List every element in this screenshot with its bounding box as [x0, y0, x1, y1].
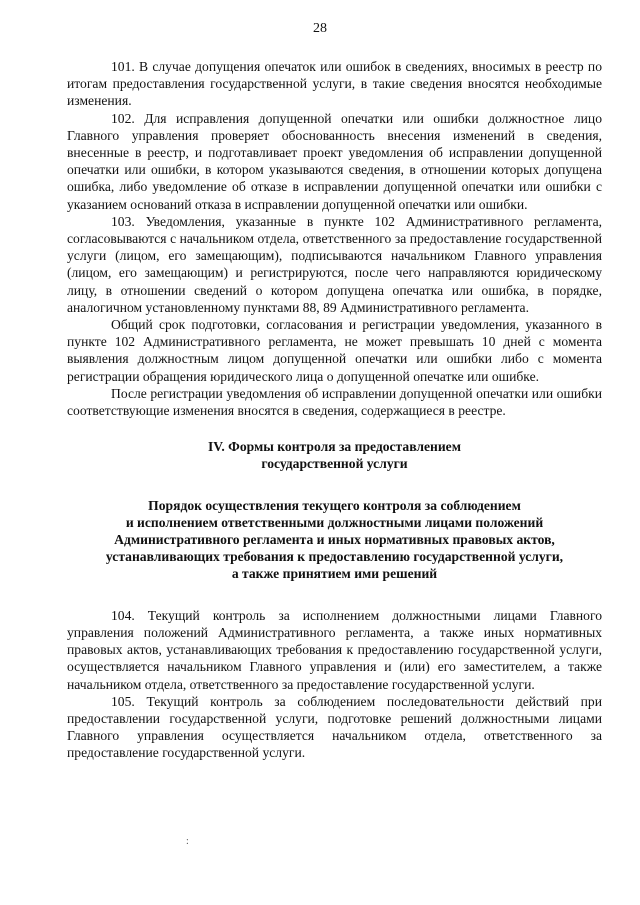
subsection-title-line-1: Порядок осуществления текущего контроля за соблюдением	[148, 497, 521, 513]
subsection-title-line-3: Административного регламента и иных нормативных правовых актов,	[114, 532, 555, 548]
subsection-title-line-5: а также принятием ими решений	[231, 566, 438, 582]
section-iv-body	[67, 607, 602, 762]
paragraph-105: 105. Текущий контроль за соблюдением последовательности действий при предоставлении государственной услуги, подготовке решений должностными лицами Главного управления осуществляется начальником отдела, ответственного за предоставление государственной услуги.	[67, 693, 602, 761]
page-content	[67, 58, 602, 762]
section-title-line-2: государственной услуги	[261, 456, 408, 472]
paragraph-103: 103. Уведомления, указанные в пункте 102 Административного регламента, согласовываются с начальником отдела, ответственного за предоставление государственной услуги (лицом, его замещающим), подписываются начальником Главного управления (лицом, его замещающим) и регистрируются, после чего направляются юридическому лицу, в отношении сведений о котором допущена опечатка или ошибка, в порядке, аналогичном установленному пунктами 88, 89 Административного регламента.	[67, 213, 602, 315]
paragraph-general-term: Общий срок подготовки, согласования и регистрации уведомления, указанного в пункте 102 Административного регламента, не может превышать 10 дней с момента выявления должностным лицом допущенной опечатки или ошибки либо с момента регистрации обращения юридического лица о допущенной опечатке или ошибке.	[67, 317, 602, 384]
subsection-title-line-2: и исполнением ответственными должностными лицами положений	[125, 514, 544, 530]
subsection-title	[67, 497, 602, 583]
paragraph-102: 102. Для исправления допущенной опечатки или ошибки должностное лицо Главного управления проверяет обоснованность внесения изменений в сведения, внесенные в реестр, и подготавливает проект уведомления об исправлении допущенной опечатки или ошибки, в котором указываются сведения, в отношении которых допущена ошибка, либо уведомление об отказе в исправлении допущенной опечатки или ошибки с указанием оснований отказа в исправлении допущенной опечатки или ошибки.	[67, 110, 602, 212]
paragraph-after-registration: После регистрации уведомления об исправлении допущенной опечатки или ошибки соответствующие изменения вносятся в сведения, содержащиеся в реестре.	[67, 385, 602, 419]
section-title-line-1: IV. Формы контроля за предоставлением	[208, 439, 461, 455]
page-number: 28	[313, 21, 327, 36]
scan-speck: :	[186, 836, 189, 847]
subsection-title-line-4: устанавливающих требования к предоставлению государственной услуги,	[105, 549, 564, 565]
section-title	[67, 438, 602, 472]
paragraph-104: 104. Текущий контроль за исполнением должностными лицами Главного управления положений Административного регламента, а также иных нормативных правовых актов, устанавливающих требования к предоставлению государственной услуги, осуществляется начальником Главного управления и (или) его заместителем, а также начальником отдела, ответственного за предоставление государственной услуги.	[67, 607, 602, 692]
paragraph-101: 101. В случае допущения опечаток или ошибок в сведениях, вносимых в реестр по итогам предоставления государственной услуги, в такие сведения вносятся необходимые изменения.	[67, 59, 602, 109]
